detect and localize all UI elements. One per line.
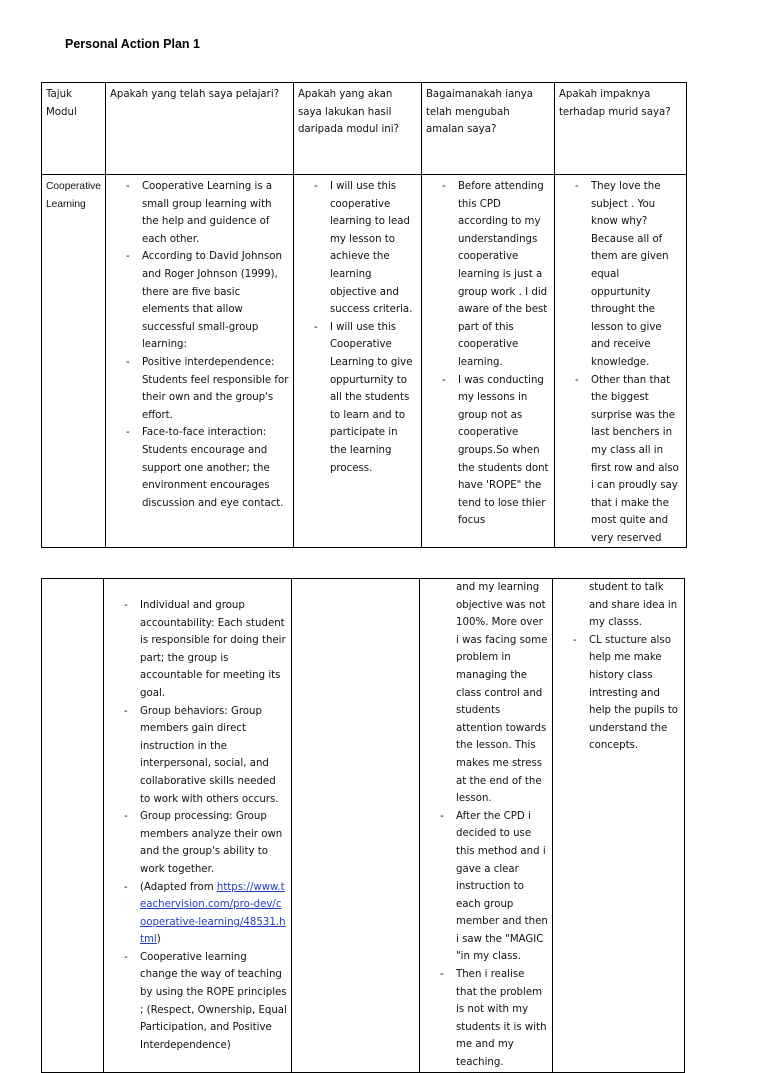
impact-cell <box>553 579 685 1073</box>
list-item: - Before attending this CPD according to my understandings cooperative learning is just a group work . I did aware of the best part of this cooperative learning. <box>426 178 550 372</box>
module-name: Cooperative Learning <box>42 175 106 548</box>
list-item: - They love the subject . You know why?Because all of them are given equal oppurtunity throught the lesson to give and receive knowledge. <box>559 178 682 372</box>
changed-cell <box>421 175 554 548</box>
list-item: - After the CPD i decided to use this method and i gave a clear instruction to each group member and then i saw the "MAGIC "in my class. <box>424 808 548 966</box>
header-learned: Apakah yang telah saya pelajari? <box>105 83 293 175</box>
reference-link[interactable]: https://www.teachervision.com/pro-dev/cooperative-learning/48531.html <box>140 881 286 946</box>
header-module: Tajuk Modul <box>42 83 106 175</box>
list-item: - Group processing: Group members analyze their own and the group's ability to work together. <box>108 808 287 878</box>
list-item: - Cooperative Learning is a small group learning with the help and guidence of each other. <box>110 178 289 248</box>
will-do-cell <box>293 175 421 548</box>
learned-cell <box>105 175 293 548</box>
action-plan-table-continued <box>41 578 685 1073</box>
header-impact: Apakah impaknya terhadap murid saya? <box>554 83 686 175</box>
list-item: - I will use this Cooperative Learning to give oppurturnity to all the students to learn and to participate in the learning process. <box>298 319 417 477</box>
changed-continued: and my learning objective was not 100%. More over i was facing some problem in managing the class control and students attention towards the lesson. This makes me stress at the end of the lesson. <box>456 582 548 805</box>
adapted-prefix: (Adapted from <box>140 881 217 893</box>
table-row <box>42 175 687 548</box>
list-item: - Then i realise that the problem is not with my students it is with me and my teaching. <box>424 966 548 1072</box>
list-item: - According to David Johnson and Roger Johnson (1999), there are five basic elements that allow successful small-group learning: <box>110 248 289 354</box>
page-title: Personal Action Plan 1 <box>65 37 200 51</box>
list-item: - Other than that the biggest surprise was the last benchers in my class all in first row and also i can proudly say that i make the most quite and very reserved <box>559 372 682 548</box>
changed-cell <box>420 579 553 1073</box>
learned-cell <box>104 579 292 1073</box>
list-item: - Face-to-face interaction: Students encourage and support one another; the environment encourages discussion and eye contact. <box>110 424 289 512</box>
impact-cell <box>554 175 686 548</box>
module-cell-empty <box>42 579 104 1073</box>
list-item: - Cooperative learning change the way of teaching by using the ROPE principles ; (Respect, Ownership, Equal Participation, and Positive Interdependence) <box>108 949 287 1055</box>
impact-continued: student to talk and share idea in my classs. <box>589 582 678 629</box>
list-item: - CL stucture also help me make history class intresting and help the pupils to understand the concepts. <box>557 632 680 755</box>
action-plan-table <box>41 82 687 548</box>
adapted-suffix: ) <box>156 934 161 946</box>
will-do-cell-empty <box>292 579 420 1073</box>
list-item: - Positive interdependence: Students feel responsible for their own and the group's effort. <box>110 354 289 424</box>
list-item: - I was conducting my lessons in group not as cooperative groups.So when the students dont have 'ROPE" the tend to lose thier focus <box>426 372 550 530</box>
header-will-do: Apakah yang akan saya lakukan hasil daripada modul ini? <box>293 83 421 175</box>
header-changed: Bagaimanakah ianya telah mengubah amalan saya? <box>421 83 554 175</box>
list-item: - Individual and group accountability: Each student is responsible for doing their part; the group is accountable for meeting its goal. <box>108 597 287 703</box>
header-row <box>42 83 687 175</box>
table-row <box>42 579 685 1073</box>
list-item: - Group behaviors: Group members gain direct instruction in the interpersonal, social, and collaborative skills needed to work with others occurs. <box>108 703 287 809</box>
list-item: - I will use this cooperative learning to lead my lesson to achieve the learning objective and success criteria. <box>298 178 417 319</box>
list-item <box>108 879 287 949</box>
